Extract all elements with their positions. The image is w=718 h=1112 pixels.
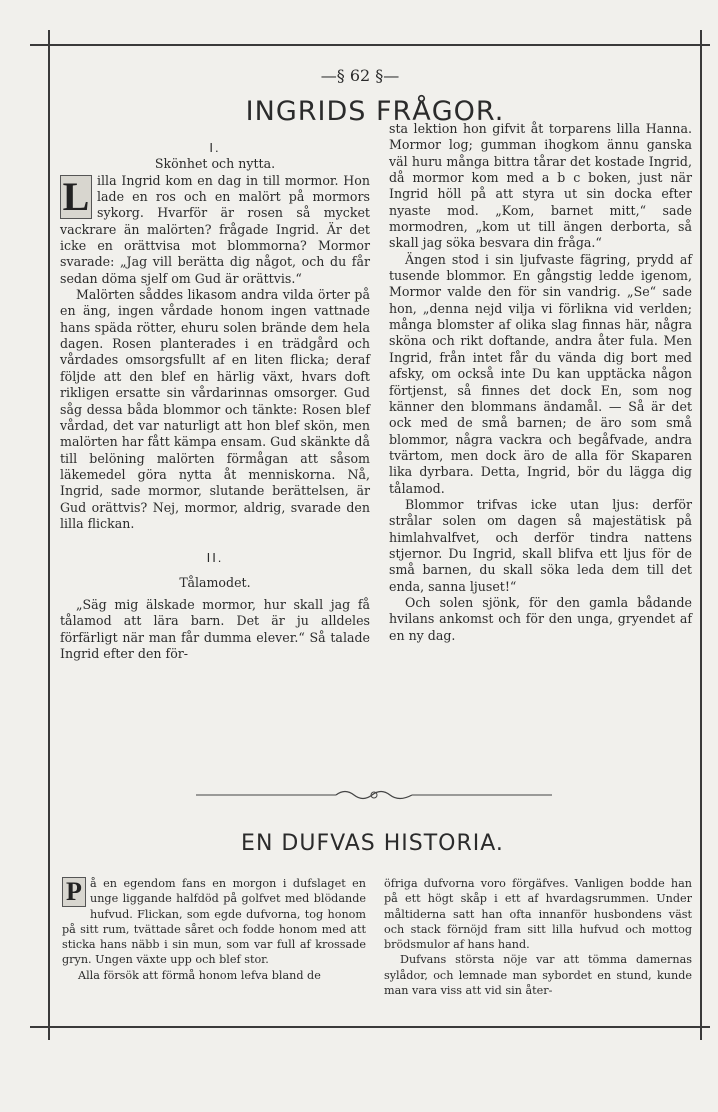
page-number-ornament-left: —§	[320, 66, 345, 85]
section1-paragraph	[60, 173, 370, 287]
story2-paragraph3: Dufvans största nöje var att tömma damernas sylådor, och lemnade man sybordet en stund, kunde man vara viss att vid sin åter-	[384, 953, 692, 998]
section2-paragraph2: Ängen stod i sin ljufvaste fägring, prydd af tusende blommor. En gångstig ledde igenom, Mormor valde den för sin vandrig. „Se“ sade hon, „denna nejd vilja vi förlikna vid verlden; många blomster af olika slag finnas här, några sköna och rikt doftande, andra åter fula. Men Ingrid, från intet får du vända dig bort med afsky, om också inte Du kan upptäcka någon förtjenst, så finnes det dock En, som nog känner den blommans ändamål. — Så är det ock med de små barnen; de äro som små blommor, några vackra och begåfvade, andra tvärtom, men dock äro de alla för Skaparen lika dyrbara. Detta, Ingrid, bör du lägga dig tålamod.	[389, 251, 692, 496]
section2-numeral: II.	[206, 550, 224, 566]
section1-numeral: I.	[209, 140, 221, 155]
bottom-rule	[30, 1026, 710, 1028]
story1-title: INGRIDS FRÅGOR.	[245, 96, 505, 127]
left-rule	[48, 30, 50, 1040]
section1-subtitle: Skönhet och nytta.	[154, 156, 276, 172]
divider-ornament	[196, 788, 552, 802]
page-number-value: 62	[349, 66, 371, 85]
story2-paragraph1	[62, 876, 366, 968]
page-number	[300, 66, 420, 85]
story1-column-right	[389, 121, 692, 644]
section2-paragraph4: Och solen sjönk, för den gamla bådande hvilans ankomst och för den unga, gryendet af en ny dag.	[389, 594, 692, 643]
section1-paragraph2: Malörten såddes likasom andra vilda örter på en äng, ingen vårdade honom ingen vattnade hans späda rötter, ehuru solen brände dem hela dagen. Rosen planterades i en trädgård och vårdades omsorgsfullt af en liten flicka; deraf följde att den blef en härlig växt, hvars doft rikligen ersatte sin vårdarinnas omsorger. Gud såg dessa båda blommor och tänkte: Rosen blef vårdad, det var naturligt att hon blef skön, men malörten har fått kämpa ensam. Gud skänkte då till belöning malörten förmågan att såsom läkemedel göra nytta åt menniskorna. Nå, Ingrid, sade mormor, slutande berättelsen, är Gud orättvis? Nej, mormor, aldrig, svarade den lilla flickan.	[60, 287, 370, 531]
top-rule	[30, 44, 710, 46]
section2-subtitle: Tålamodet.	[179, 574, 251, 590]
story2-paragraph2-continued: öfriga dufvorna voro förgäfves. Vanligen bodde han på ett högt skåp i ett af hvardagsrummen. Under måltiderna satt han ofta innanför husbondens väst och stack förnöjd fram sitt lilla hufvud och mottog brödsmulor af hans hand.	[384, 877, 692, 952]
story2-title: EN DUFVAS HISTORIA.	[241, 831, 504, 856]
page-number-ornament-right: §—	[375, 66, 400, 85]
section2-paragraph1-continued: sta lektion hon gifvit åt torparens lilla Hanna. Mormor log; gumman ihogkom ännu ganska väl huru många bittra tårar det kostade Ingrid, då mormor kom med a b c boken, just när Ingrid höll på att styra ut sin docka efter nyaste mod. „Kom, barnet mitt,“ sade mormodren, „kom ut till ängen derborta, så skall jag söka besvara din fråga.“	[389, 121, 692, 251]
story2-column-left	[62, 876, 366, 983]
story2-column-right	[384, 876, 692, 998]
story2-paragraph1-text: å en egendom fans en morgon i dufslaget en unge liggande halfdöd på golfvet med blödande hufvud. Flickan, som egde dufvorna, tog honom på sitt rum, tvättade såret och fodde honom med att sticka hans näbb i sin mun, som var full af krossade gryn. Ungen växte upp och blef stor.	[62, 877, 366, 967]
section2-paragraph1: „Säg mig älskade mormor, hur skall jag få tålamod att lära barn. Det är ju alldeles förfärligt när man får dumma elever.“ Så talade Ingrid efter den för-	[60, 596, 370, 661]
right-rule	[700, 30, 702, 1040]
dropcap-p: P	[62, 877, 86, 907]
dropcap-l: L	[60, 175, 92, 219]
story2-paragraph2: Alla försök att förmå honom lefva bland de	[78, 968, 321, 982]
section2-paragraph3: Blommor trifvas icke utan ljus: derför strålar solen om dagen så majestätisk på himlahvalfvet, och derför tindra nattens stjernor. Du Ingrid, skall blifva ett ljus för de små barnen, du skall söka leda dem till det enda, sanna ljuset!“	[389, 496, 692, 594]
story1-column-left	[60, 140, 370, 662]
section1-paragraph1-text: illa Ingrid kom en dag in till mormor. Hon lade en ros och en malört på mormors sykorg. Hvarför är rosen så mycket vackrare än malörten? frågade Ingrid. Är det icke en orättvisa mot blommorna? Mormor svarade: „Jag vill berätta dig något, och du får sedan döma sjelf om Gud är orättvis.“	[60, 172, 370, 286]
